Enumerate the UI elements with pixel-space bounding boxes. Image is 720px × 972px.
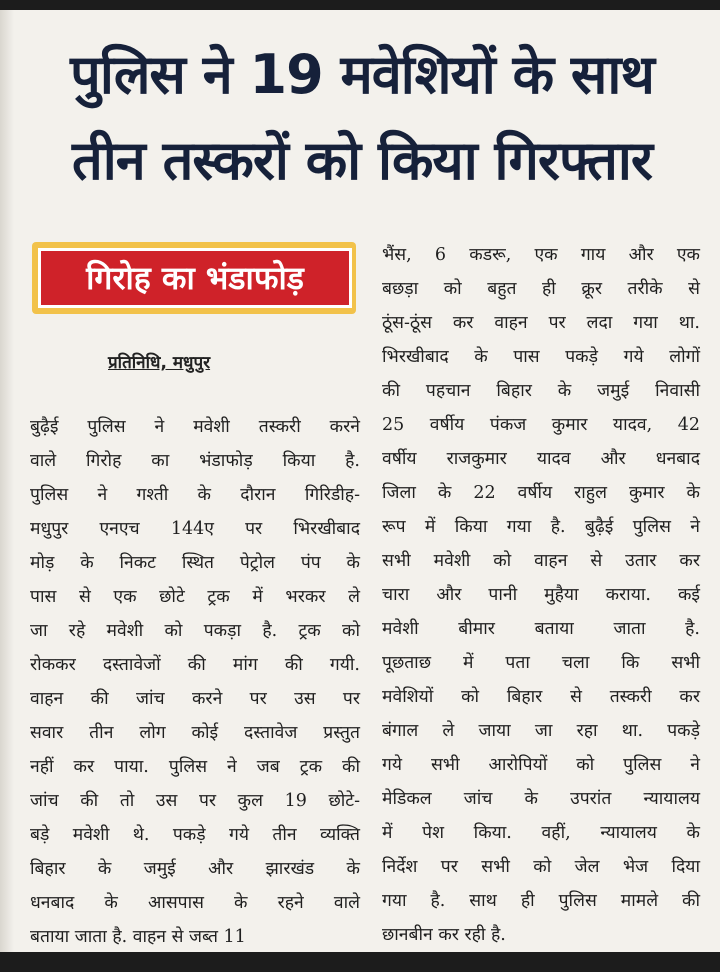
article-line: पास से एक छोटे ट्रक में भरकर ले xyxy=(30,587,360,607)
article-column-right xyxy=(382,238,700,952)
article-line: बिहार के जमुई और झारखंड के xyxy=(30,859,360,879)
article-line: गया है. साथ ही पुलिस मामले की xyxy=(382,891,700,911)
article-line: छानबीन कर रही है. xyxy=(382,925,506,945)
article-line: बुढ़ैई पुलिस ने मवेशी तस्करी करने xyxy=(30,417,360,437)
article-line: सवार तीन लोग कोई दस्तावेज प्रस्तुत xyxy=(30,723,360,743)
article-line: चारा और पानी मुहैया कराया. कई xyxy=(382,585,700,605)
article-line: मवेशी बीमार बताया जाता है. xyxy=(382,619,700,639)
article-line: रूप में किया गया है. बुढ़ैई पुलिस ने xyxy=(382,517,700,537)
article-line: बंगाल ले जाया जा रहा था. पकड़े xyxy=(382,721,700,741)
article-line: में पेश किया. वहीं, न्यायालय के xyxy=(382,823,700,843)
article-line: जा रहे मवेशी को पकड़ा है. ट्रक को xyxy=(30,621,360,641)
article-line: भिरखीबाद के पास पकड़े गये लोगों xyxy=(382,347,700,367)
article-line: निर्देश पर सभी को जेल भेज दिया xyxy=(382,857,700,877)
article-line: बताया जाता है. वाहन से जब्त 11 xyxy=(30,927,246,947)
article-line: पुलिस ने गश्ती के दौरान गिरिडीह- xyxy=(30,485,360,505)
article-line: मोड़ के निकट स्थित पेट्रोल पंप के xyxy=(30,553,360,573)
article-line: रोककर दस्तावेजों की मांग की गयी. xyxy=(30,655,360,675)
article-line: 25 वर्षीय पंकज कुमार यादव, 42 xyxy=(382,415,700,435)
screen-bottom-bar xyxy=(0,952,720,972)
article-line: बछड़ा को बहुत ही क्रूर तरीके से xyxy=(382,279,700,299)
article-line: वाहन की जांच करने पर उस पर xyxy=(30,689,360,709)
article-line: वर्षीय राजकुमार यादव और धनबाद xyxy=(382,449,700,469)
article-line: ठूंस-ठूंस कर वाहन पर लदा गया था. xyxy=(382,313,700,333)
article-column-left xyxy=(30,410,360,952)
headline-line-1: पुलिस ने 19 मवेशियों के साथ xyxy=(70,43,654,106)
article-line: गये सभी आरोपियों को पुलिस ने xyxy=(382,755,700,775)
article-line: मेडिकल जांच के उपरांत न्यायालय xyxy=(382,789,700,809)
kicker-box xyxy=(28,238,364,318)
newspaper-clipping xyxy=(0,10,720,952)
article-line: जिला के 22 वर्षीय राहुल कुमार के xyxy=(382,483,700,503)
headline xyxy=(22,32,702,204)
article-line: जांच की तो उस पर कुल 19 छोटे- xyxy=(30,791,360,811)
article-line: मवेशियों को बिहार से तस्करी कर xyxy=(382,687,700,707)
kicker-label: गिरोह का भंडाफोड़ xyxy=(38,248,352,308)
article-line: धनबाद के आसपास के रहने वाले xyxy=(30,893,360,913)
headline-line-2: तीन तस्करों को किया गिरफ्तार xyxy=(72,129,652,192)
article-line: नहीं कर पाया. पुलिस ने जब ट्रक की xyxy=(30,757,360,777)
page-fold-shadow xyxy=(0,10,14,952)
byline: प्रतिनिधि, मधुपुर xyxy=(108,353,211,373)
article-line: वाले गिरोह का भंडाफोड़ किया है. xyxy=(30,451,360,471)
article-line: भैंस, 6 कडरू, एक गाय और एक xyxy=(382,245,700,265)
article-line: की पहचान बिहार के जमुई निवासी xyxy=(382,381,700,401)
article-line: पूछताछ में पता चला कि सभी xyxy=(382,653,700,673)
article-line: बड़े मवेशी थे. पकड़े गये तीन व्यक्ति xyxy=(30,825,360,845)
article-line: मधुपुर एनएच 144ए पर भिरखीबाद xyxy=(30,519,360,539)
article-line: सभी मवेशी को वाहन से उतार कर xyxy=(382,551,700,571)
